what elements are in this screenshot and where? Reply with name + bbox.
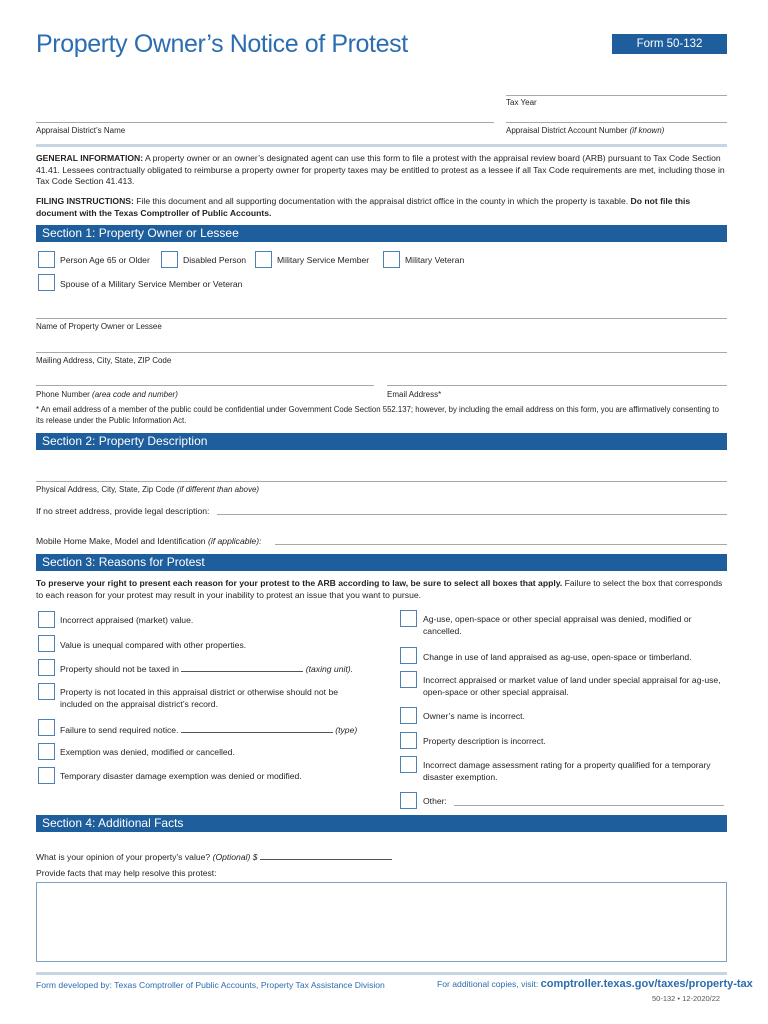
physical-address-field[interactable] [36,481,727,482]
legal-description-field[interactable] [217,514,727,515]
reason-label: Failure to send required notice. (type) [60,725,358,735]
reason-label: Property description is incorrect. [423,736,546,746]
reason-label: Exemption was denied, modified or cancelled. [60,747,235,757]
reason-label: Temporary disaster damage exemption was denied or modified. [60,771,302,781]
district-name-field[interactable] [36,122,494,123]
reason-label: Value is unequal compared with other properties. [60,640,247,650]
physical-address-label: Physical Address, City, State, Zip Code (if different than above) [36,485,260,494]
reason-label: Incorrect appraised (market) value. [60,615,194,625]
form-number-badge: Form 50-132 [612,34,727,54]
footer-developed-by: Form developed by: Texas Comptroller of Public Accounts, Property Tax Assistance Division [36,980,385,990]
checkbox-temporary-disaster-exemption[interactable] [38,767,55,784]
checkbox-incorrect-special-appraisal[interactable] [400,671,417,688]
checkbox-change-in-use[interactable] [400,647,417,664]
reason-label: Other: [423,796,447,806]
notice-type-field[interactable] [181,724,333,733]
checkbox-owner-name-incorrect[interactable] [400,707,417,724]
mobile-home-label: Mobile Home Make, Model and Identification (if applicable): [36,536,262,546]
general-information: GENERAL INFORMATION: A property owner or an owner’s designated agent can use this form to file a protest with the appraisal review board (ARB) pursuant to Tax Code Section 41.41. Lessees contractually obligated to reimburse a property owner for property taxes may be entitled to protest as a lessee if all Tax Code requirements are met, including those in Tax Code Section 41.413. [36,153,725,186]
footer-copies: For additional copies, visit: comptroller.texas.gov/taxes/property-tax [437,978,753,990]
opinion-of-value-field[interactable] [260,851,392,860]
checkbox-military-veteran[interactable] [383,251,400,268]
checkbox-label: Military Veteran [405,255,465,265]
account-number-label: Appraisal District Account Number (if known) [506,126,665,135]
reason-label: Property should not be taxed in (taxing unit). [60,664,354,674]
reason-label: Incorrect appraised or market value of land under special appraisal for ag-use, open-space or other special appraisal. [423,675,721,697]
checkbox-ag-use-denied[interactable] [400,610,417,627]
email-label: Email Address* [387,390,442,399]
checkbox-exemption-denied[interactable] [38,743,55,760]
checkbox-incorrect-appraised-value[interactable] [38,611,55,628]
taxing-unit-field[interactable] [181,663,303,672]
divider [36,144,727,147]
owner-name-field[interactable] [36,318,727,319]
tax-year-field[interactable] [506,95,727,96]
email-field[interactable] [387,385,727,386]
footer-divider [36,972,727,975]
checkbox-disabled-person[interactable] [161,251,178,268]
filing-instructions: FILING INSTRUCTIONS: File this document and all supporting documentation with the appraisal district office in the county in which the property is taxable. Do not file this document with the Texas Comptroller of Public Accounts. [36,196,691,218]
footer-form-code: 50-132 • 12-2020/22 [652,994,721,1003]
reason-label: Change in use of land appraised as ag-use, open-space or timberland. [423,652,692,662]
section-3-header: Section 3: Reasons for Protest [36,554,727,571]
district-name-label: Appraisal District’s Name [36,126,126,135]
section-2-header: Section 2: Property Description [36,433,727,450]
checkbox-should-not-be-taxed[interactable] [38,659,55,676]
checkbox-label: Person Age 65 or Older [60,255,150,265]
legal-description-label: If no street address, provide legal description: [36,506,210,516]
checkbox-spouse[interactable] [38,274,55,291]
checkbox-property-description-incorrect[interactable] [400,732,417,749]
reason-label: Incorrect damage assessment rating for a property qualified for a temporary disaster exemption. [423,760,711,782]
other-reason-field[interactable] [454,805,724,806]
checkbox-damage-assessment-rating[interactable] [400,756,417,773]
reason-label: Property is not located in this appraisal district or otherwise should not be included on the appraisal district’s record. [60,687,339,709]
additional-facts-label: Provide facts that may help resolve this protest: [36,868,217,878]
checkbox-military-service-member[interactable] [255,251,272,268]
mobile-home-field[interactable] [275,544,727,545]
mailing-address-label: Mailing Address, City, State, ZIP Code [36,356,172,365]
owner-name-label: Name of Property Owner or Lessee [36,322,162,331]
tax-year-label: Tax Year [506,98,537,107]
phone-field[interactable] [36,385,374,386]
checkbox-label: Disabled Person [183,255,247,265]
checkbox-age-65[interactable] [38,251,55,268]
reason-label: Ag-use, open-space or other special appraisal was denied, modified or cancelled. [423,614,692,636]
section-1-header: Section 1: Property Owner or Lessee [36,225,727,242]
account-number-field[interactable] [506,122,727,123]
phone-label: Phone Number (area code and number) [36,390,178,399]
section-4-header: Section 4: Additional Facts [36,815,727,832]
email-footnote: * An email address of a member of the public could be confidential under Government Code Section 552.137; however, by including the email address on this form, you are affirmatively consenting to its release under the Public Information Act. [36,405,719,425]
section-3-intro: To preserve your right to present each reason for your protest to the ARB according to law, be sure to select all boxes that apply. Failure to select the box that corresponds to each reason for your protest may result in your inability to protest an issue that you want to pursue. [36,578,723,600]
checkbox-failure-to-send-notice[interactable] [38,719,55,736]
reason-label: Owner’s name is incorrect. [423,711,525,721]
opinion-of-value-label: What is your opinion of your property’s value? (Optional) $ [36,851,392,864]
checkbox-other[interactable] [400,792,417,809]
checkbox-label: Military Service Member [277,255,370,265]
checkbox-label: Spouse of a Military Service Member or Veteran [60,279,243,289]
checkbox-value-unequal[interactable] [38,635,55,652]
additional-facts-textarea[interactable] [36,882,727,962]
page-title: Property Owner’s Notice of Protest [36,30,408,58]
checkbox-not-located-in-district[interactable] [38,683,55,700]
comptroller-link[interactable]: comptroller.texas.gov/taxes/property-tax [540,978,753,990]
mailing-address-field[interactable] [36,352,727,353]
